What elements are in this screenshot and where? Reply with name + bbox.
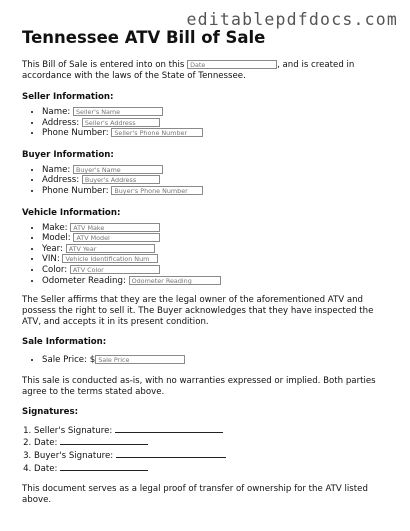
seller-signature-line[interactable] — [115, 424, 223, 433]
seller-phone-item — [42, 128, 394, 139]
buyer-address-item — [42, 175, 394, 186]
buyer-signature-item — [34, 449, 394, 462]
vehicle-list — [22, 223, 394, 287]
seller-address-label: Address: — [42, 117, 80, 128]
seller-phone-field[interactable]: Seller's Phone Number — [111, 128, 203, 137]
vehicle-odometer-item — [42, 276, 394, 287]
buyer-date-label: Date: — [34, 463, 58, 474]
signatures-list — [22, 424, 394, 474]
buyer-address-label: Address: — [42, 175, 80, 186]
intro-paragraph — [22, 60, 394, 82]
seller-date-line[interactable] — [60, 436, 148, 445]
vehicle-make-label: Make: — [42, 222, 68, 233]
seller-list — [22, 107, 394, 139]
signatures-heading: Signatures: — [22, 406, 79, 417]
buyer-name-item — [42, 165, 394, 176]
buyer-phone-item — [42, 186, 394, 197]
vehicle-heading: Vehicle Information: — [22, 207, 121, 218]
buyer-name-label: Name: — [42, 164, 71, 175]
sale-price-item — [42, 355, 394, 366]
intro-text-after: , and is created in accordance with the laws of the State of Tennessee. — [22, 60, 355, 81]
seller-name-item — [42, 107, 394, 118]
buyer-list — [22, 165, 394, 197]
date-field[interactable]: Date — [187, 60, 277, 69]
buyer-phone-field[interactable]: Buyer's Phone Number — [111, 186, 203, 195]
buyer-signature-line[interactable] — [116, 449, 226, 458]
vehicle-vin-item — [42, 254, 394, 265]
seller-signature-label: Seller's Signature: — [34, 425, 113, 436]
document-title: Tennessee ATV Bill of Sale — [22, 28, 266, 47]
affirmation-paragraph: The Seller affirms that they are the legal owner of the aforementioned ATV and possess the right to sell it. The Buyer acknowledges that they have inspected the ATV, and accepts it in its present condition. — [22, 295, 374, 328]
vehicle-vin-label: VIN: — [42, 254, 60, 265]
vehicle-color-item — [42, 265, 394, 276]
closing-paragraph: This document serves as a legal proof of transfer of ownership for the ATV listed above. — [22, 484, 368, 506]
vehicle-color-field[interactable]: ATV Color — [70, 265, 160, 274]
seller-phone-label: Phone Number: — [42, 128, 109, 139]
sale-list — [22, 355, 394, 366]
vehicle-year-field[interactable]: ATV Year — [66, 244, 155, 253]
vehicle-odometer-field[interactable]: Odometer Reading — [129, 276, 221, 285]
seller-date-item — [34, 436, 394, 449]
vehicle-year-item — [42, 244, 394, 255]
vehicle-color-label: Color: — [42, 264, 68, 275]
as-is-paragraph: This sale is conducted as-is, with no warranties expressed or implied. Both parties agree to the terms stated above. — [22, 375, 376, 397]
buyer-date-item — [34, 462, 394, 475]
document-body — [22, 28, 394, 506]
seller-date-label: Date: — [34, 438, 58, 449]
intro-text-before: This Bill of Sale is entered into on this — [22, 60, 188, 70]
seller-heading: Seller Information: — [22, 92, 114, 102]
vehicle-vin-field[interactable]: Vehicle Identification Num — [62, 254, 158, 263]
vehicle-odometer-label: Odometer Reading: — [42, 275, 126, 286]
seller-name-field[interactable]: Seller's Name — [73, 107, 163, 116]
buyer-phone-label: Phone Number: — [42, 185, 109, 196]
buyer-name-field[interactable]: Buyer's Name — [73, 165, 163, 174]
sale-price-field[interactable]: Sale Price — [95, 355, 185, 364]
sale-price-label: Sale Price: $ — [42, 355, 96, 366]
vehicle-model-field[interactable]: ATV Model — [73, 233, 160, 242]
buyer-address-field[interactable]: Buyer's Address — [82, 175, 160, 184]
buyer-heading: Buyer Information: — [22, 149, 114, 160]
seller-signature-item — [34, 424, 394, 437]
vehicle-model-label: Model: — [42, 233, 71, 244]
seller-address-field[interactable]: Seller's Address — [82, 118, 160, 127]
vehicle-year-label: Year: — [42, 243, 63, 254]
seller-name-label: Name: — [42, 107, 71, 117]
watermark-logo: editablepdfdocs.com — [186, 10, 398, 29]
sale-heading: Sale Information: — [22, 337, 107, 348]
seller-address-item — [42, 118, 394, 129]
vehicle-make-item — [42, 223, 394, 234]
buyer-date-line[interactable] — [60, 462, 148, 471]
vehicle-make-field[interactable]: ATV Make — [70, 223, 160, 232]
buyer-signature-label: Buyer's Signature: — [34, 450, 114, 461]
vehicle-model-item — [42, 233, 394, 244]
